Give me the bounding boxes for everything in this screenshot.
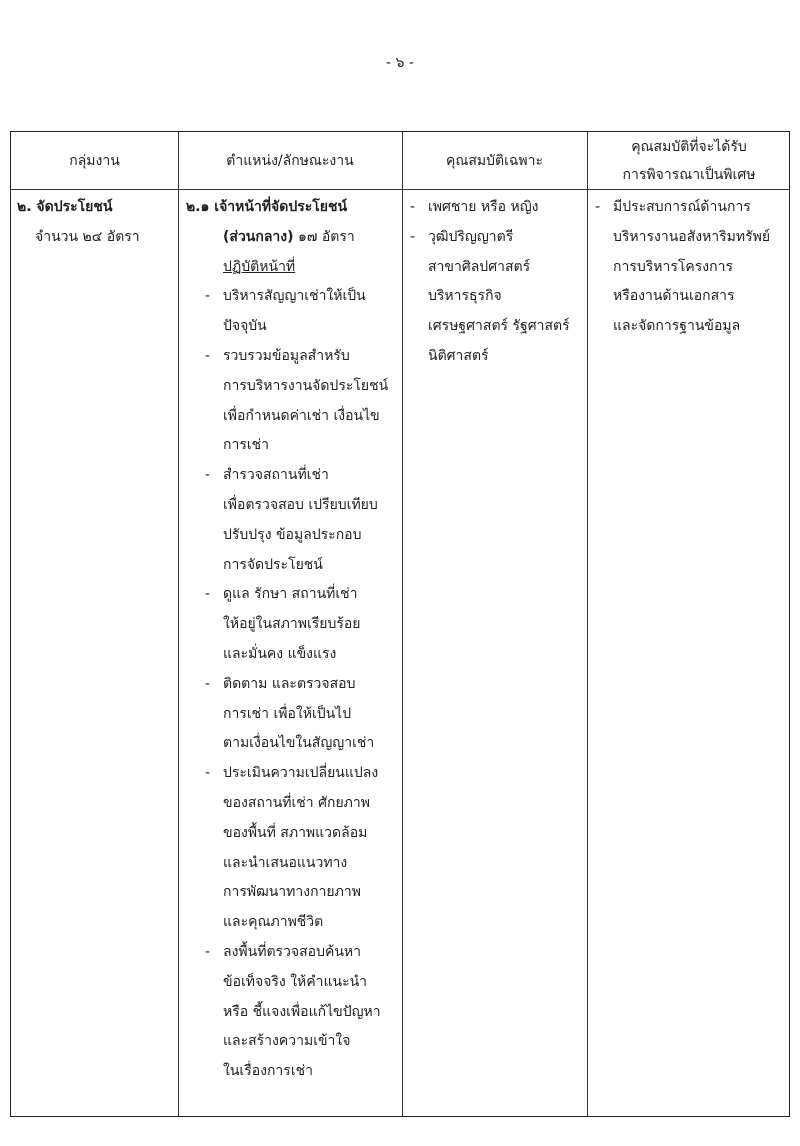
list-line (410, 253, 570, 283)
list-line (205, 342, 388, 372)
position-cell (186, 189, 388, 1087)
list-text: และจัดการฐานข้อมูล (613, 318, 741, 335)
list-text: นิติศาสตร์ (428, 347, 489, 364)
list-text: หรืองานด้านเอกสาร (613, 288, 735, 305)
list-text: วุฒิปริญญาตรี (428, 228, 514, 245)
list-line (205, 1057, 388, 1087)
list-text: ปรับปรุง ข้อมูลประกอบ (223, 526, 362, 543)
group-count: จำนวน ๒๔ อัตรา (35, 228, 140, 245)
header-special-consideration (587, 132, 791, 189)
list-text: สำรวจสถานที่เช่า (223, 467, 329, 484)
list-line (205, 431, 388, 461)
list-line (205, 789, 388, 819)
position-count: ๑๗ อัตรา (293, 228, 355, 245)
list-line (205, 551, 388, 581)
list-text: ให้อยู่ในสภาพเรียบร้อย (223, 616, 361, 633)
list-text: เพื่อกำหนดค่าเช่า เงื่อนไข (223, 407, 380, 424)
list-line (205, 461, 388, 491)
list-text: และสร้างความเข้าใจ (223, 1033, 351, 1050)
list-text: รวบรวมข้อมูลสำหรับ (223, 347, 350, 364)
list-text: ตามเงื่อนไขในสัญญาเช่า (223, 735, 375, 752)
list-line (205, 878, 388, 908)
special-cell (595, 189, 770, 342)
list-line (595, 253, 770, 283)
list-text: การเช่า (223, 437, 270, 454)
list-line (205, 729, 388, 759)
list-line (205, 580, 388, 610)
bullet-dash: - (410, 228, 416, 245)
list-line (595, 193, 770, 223)
header-label: คุณสมบัติที่จะได้รับ (631, 138, 747, 155)
list-line (410, 282, 570, 312)
list-text: เพื่อตรวจสอบ เปรียบเทียบ (223, 496, 378, 513)
list-line (205, 819, 388, 849)
list-text: บริหารธุรกิจ (428, 288, 502, 305)
list-text: การบริหารโครงการ (613, 258, 733, 275)
list-text: มีประสบการณ์ด้านการ (613, 199, 751, 215)
group-title: ๒. จัดประโยชน์ (17, 199, 113, 215)
position-table (10, 131, 790, 1117)
list-text: ในเรื่องการเช่า (223, 1063, 313, 1080)
list-text: ข้อเท็จจริง ให้คำแนะนำ (223, 973, 368, 990)
column-divider (178, 132, 179, 1116)
bullet-dash: - (205, 586, 211, 603)
list-text: เศรษฐศาสตร์ รัฐศาสตร์ (428, 318, 570, 335)
list-line (205, 402, 388, 432)
header-label: คุณสมบัติเฉพาะ (445, 152, 544, 169)
list-line (205, 849, 388, 879)
list-line (205, 521, 388, 551)
qualifications-cell (410, 189, 570, 372)
list-line (205, 938, 388, 968)
list-text: และนำเสนอแนวทาง (223, 854, 348, 871)
list-text: ลงพื้นที่ตรวจสอบค้นหา (223, 943, 361, 960)
bullet-dash: - (205, 288, 211, 305)
header-group (11, 132, 178, 189)
column-divider (402, 132, 403, 1116)
list-line (205, 1027, 388, 1057)
position-location: (ส่วนกลาง) (223, 228, 294, 245)
group-cell (17, 189, 140, 253)
list-text: ของพื้นที่ สภาพแวดล้อม (223, 824, 368, 841)
list-text: ปัจจุบัน (223, 318, 267, 335)
bullet-dash: - (205, 347, 211, 364)
bullet-dash: - (205, 675, 211, 692)
list-text: และคุณภาพชีวิต (223, 914, 324, 931)
list-line (205, 759, 388, 789)
list-line (595, 312, 770, 342)
header-position (178, 132, 402, 189)
list-text: สาขาศิลปศาสตร์ (428, 258, 531, 275)
list-line (205, 700, 388, 730)
list-text: เพศชาย หรือ หญิง (428, 199, 539, 215)
list-text: หรือ ชี้แจงเพื่อแก้ไขปัญหา (223, 1003, 381, 1020)
position-title: ๒.๑ เจ้าหน้าที่จัดประโยชน์ (186, 199, 348, 215)
list-text: ติดตาม และตรวจสอบ (223, 675, 356, 692)
list-line (205, 908, 388, 938)
list-line (595, 282, 770, 312)
list-text: บริหารสัญญาเช่าให้เป็น (223, 288, 366, 305)
list-text: และมั่นคง แข็งแรง (223, 645, 337, 662)
page-number: - ๖ - (386, 55, 414, 71)
bullet-dash: - (205, 765, 211, 782)
list-line (205, 312, 388, 342)
list-line (205, 968, 388, 998)
list-line (205, 998, 388, 1028)
list-line (205, 610, 388, 640)
list-text: ของสถานที่เช่า ศักยภาพ (223, 794, 370, 811)
header-label: กลุ่มงาน (69, 152, 120, 169)
bullet-dash: - (410, 199, 416, 215)
column-divider (587, 132, 588, 1116)
list-line (205, 640, 388, 670)
list-line (410, 312, 570, 342)
list-line (205, 282, 388, 312)
list-line (410, 342, 570, 372)
list-text: การพัฒนาทางกายภาพ (223, 884, 361, 901)
list-line (410, 223, 570, 253)
list-text: ดูแล รักษา สถานที่เช่า (223, 586, 358, 603)
header-label: ตำแหน่ง/ลักษณะงาน (226, 152, 354, 169)
duties-label: ปฏิบัติหน้าที่ (223, 258, 296, 275)
list-text: การจัดประโยชน์ (223, 556, 323, 573)
list-line (205, 372, 388, 402)
duties-list (186, 282, 388, 1087)
list-line (410, 193, 570, 223)
list-text: ประเมินความเปลี่ยนแปลง (223, 765, 379, 782)
header-label: การพิจารณาเป็นพิเศษ (622, 166, 756, 183)
list-line (595, 223, 770, 253)
list-text: บริหารงานอสังหาริมทรัพย์ (613, 228, 771, 245)
list-text: การเช่า เพื่อให้เป็นไป (223, 705, 352, 722)
bullet-dash: - (205, 943, 211, 960)
header-qualifications (402, 132, 587, 189)
bullet-dash: - (205, 467, 211, 484)
list-line (205, 670, 388, 700)
list-line (205, 491, 388, 521)
list-text: การบริหารงานจัดประโยชน์ (223, 377, 389, 394)
bullet-dash: - (595, 199, 601, 215)
